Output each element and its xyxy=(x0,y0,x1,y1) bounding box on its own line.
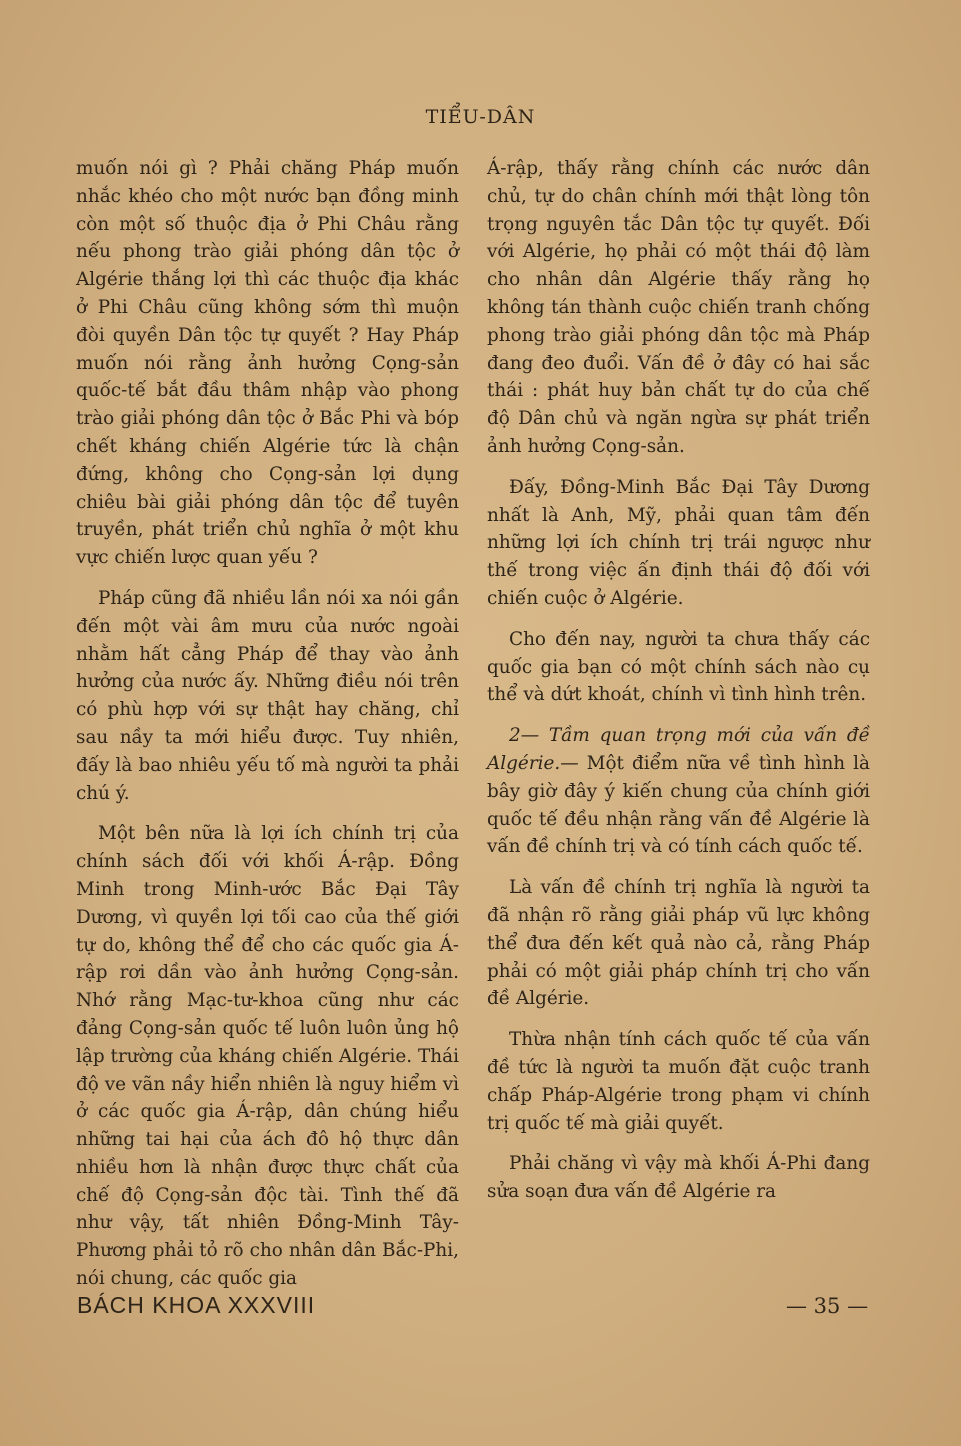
page-number: — 35 — xyxy=(786,1294,869,1318)
page-header: TIỂU-DÂN xyxy=(425,106,536,128)
right-paragraph-2: Đấy, Đồng-Minh Bắc Đại Tây Dương nhất là Anh, Mỹ, phải quan tâm đến những lợi ích chính trị trái ngược như thế trong việc ấn định thái độ đối với chiến cuộc ở Algérie. xyxy=(487,476,870,609)
left-paragraph-3: Một bên nữa là lợi ích chính trị của chính sách đối với khối Á-rập. Đồng Minh trong Minh-ước Bắc Đại Tây Dương, vì quyền lợi tối cao của thế giới tự do, không thể để cho các quốc gia Á-rập rơi dần vào ảnh hưởng Cọng-sản. Nhớ rằng Mạc-tư-khoa cũng như các đảng Cọng-sản quốc tế luôn luôn ủng hộ lập trường của kháng chiến Algérie. Thái độ ve vãn nầy hiển nhiên là nguy hiểm vì ở các quốc gia Á-rập, dân chúng hiểu những tai hại của ách đô hộ thực dân nhiều hơn là nhận được thực chất của chế độ Cọng-sản độc tài. Tình thế đã như vậy, tất nhiên Đồng-Minh Tây-Phương phải tỏ rõ cho nhân dân Bắc-Phi, nói chung, các quốc gia xyxy=(76,823,459,1290)
magazine-name: BÁCH KHOA XXXVIII xyxy=(77,1292,316,1318)
right-paragraph-1: Á-rập, thấy rằng chính các nước dân chủ, tự do chân chính mới thật lòng tôn trọng nguyên tắc Dân tộc tự quyết. Đối với Algérie, họ phải có một thái độ làm cho nhân dân Algérie thấy rằng họ không tán thành cuộc chiến tranh chống phong trào giải phóng dân tộc mà Pháp đang đeo đuổi. Vấn đề ở đây có hai sắc thái : phát huy bản chất tự do của chế độ Dân chủ và ngăn ngừa sự phát triển ảnh hưởng Cọng-sản. xyxy=(487,158,870,457)
left-paragraph-2: Pháp cũng đã nhiều lần nói xa nói gần đến một vài âm mưu của nước ngoài nhằm hất cẳng Pháp để thay vào ảnh hưởng của nước ấy. Những điều nói trên có phù hợp với sự thật hay chăng, chỉ sau nầy ta mới hiểu được. Tuy nhiên, đấy là bao nhiêu yếu tố mà người ta phải chú ý. xyxy=(76,587,459,804)
section-text: Một điểm nữa về tình hình là bây giờ đây ý kiến chung của chính giới quốc tế đều nhận rằng vấn đề Algérie là vấn đề chính trị và có tính cách quốc tế. xyxy=(487,752,870,858)
right-paragraph-7: Phải chăng vì vậy mà khối Á-Phi đang sửa soạn đưa vấn đề Algérie ra xyxy=(487,1153,870,1203)
section-heading: 2— Tầm quan trọng mới của vấn đề Algérie.— xyxy=(487,725,870,774)
right-paragraph-3: Cho đến nay, người ta chưa thấy các quốc gia bạn có một chính sách nào cụ thể và dứt khoát, chính vì tình hình trên. xyxy=(487,628,870,706)
right-column xyxy=(487,155,870,1275)
right-paragraph-6: Thừa nhận tính cách quốc tế của vấn đề tức là người ta muốn đặt cuộc tranh chấp Pháp-Algérie trong phạm vi chính trị quốc tế mà giải quyết. xyxy=(487,1029,870,1134)
right-paragraph-5: Là vấn đề chính trị nghĩa là người ta đã nhận rõ rằng giải pháp vũ lực không thể đưa đến kết quả nào cả, rằng Pháp phải có một giải pháp chính trị cho vấn đề Algérie. xyxy=(487,877,870,1010)
right-paragraph-4 xyxy=(487,722,870,861)
left-paragraph-1: muốn nói gì ? Phải chăng Pháp muốn nhắc khéo cho một nước bạn đồng minh còn một số thuộc địa ở Phi Châu rằng nếu phong trào giải phóng dân tộc ở Algérie thắng lợi thì các thuộc địa khác ở Phi Châu cũng không sớm thì muộn đòi quyền Dân tộc tự quyết ? Hay Pháp muốn nói rằng ảnh hưởng Cọng-sản quốc-tế bắt đầu thâm nhập vào phong trào giải phóng dân tộc ở Bắc Phi và bóp chết kháng chiến Algérie tức là chận đứng, không cho Cọng-sản lợi dụng chiêu bài giải phóng dân tộc để tuyên truyền, phát triển chủ nghĩa ở một khu vực chiến lược quan yếu ? xyxy=(76,158,459,569)
left-column xyxy=(76,155,459,1290)
